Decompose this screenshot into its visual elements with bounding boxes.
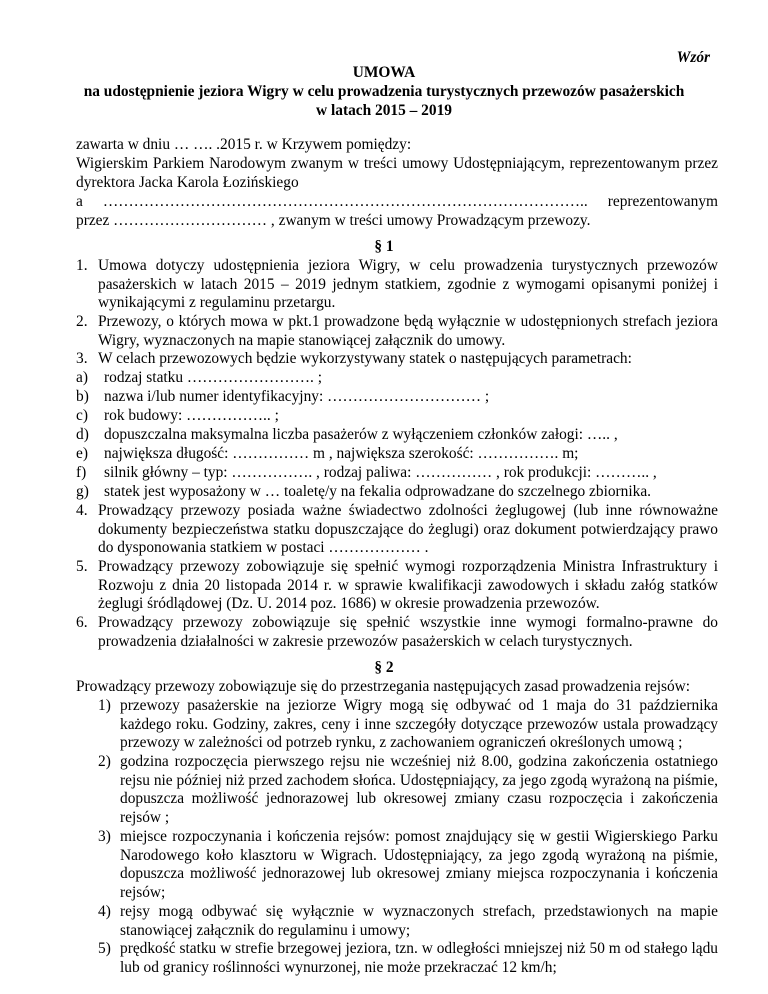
doc-subtitle: na udostępnienie jeziora Wigry w celu prowadzenia turystycznych przewozów pasażerskich	[83, 83, 685, 100]
point-text: W celach przewozowych będzie wykorzystywany statek o następujących parametrach:	[98, 350, 632, 367]
param-letter: c)	[76, 407, 88, 424]
item-text: prędkość statku w strefie brzegowej jeziora, tzn. w odległości mniejszej niż 50 m od stałego lądu lub od granicy roślinności wynurzonej, nie może przekraczać 12 km/h;	[120, 940, 718, 976]
s1-point-6	[76, 614, 718, 651]
s1-point-3	[76, 350, 718, 369]
param-text: statek jest wyposażony w … toaletę/y na fekalia odprowadzane do szczelnego zbiornika.	[104, 483, 652, 500]
s2-item-3	[98, 828, 718, 902]
doc-subtitle-years: w latach 2015 – 2019	[316, 102, 452, 119]
item-number: 5)	[98, 940, 111, 957]
intro-party-1: Wigierskim Parkiem Narodowym zwanym w treści umowy Udostępniającym, reprezentowanym przez dyrektora Jacka Karola Łozińskiego	[76, 155, 718, 191]
template-label: Wzór	[676, 49, 710, 66]
s2-item-1	[98, 697, 718, 753]
param-e	[76, 445, 718, 464]
param-a	[76, 369, 718, 388]
item-number: 1)	[98, 697, 111, 714]
param-letter: g)	[76, 483, 89, 500]
param-letter: a)	[76, 369, 88, 386]
point-number: 6.	[76, 614, 88, 631]
point-number: 5.	[76, 558, 88, 575]
param-g	[76, 483, 718, 502]
param-letter: b)	[76, 388, 89, 405]
s1-point-4	[76, 502, 718, 558]
section-2-lead: Prowadzący przewozy zobowiązuje się do przestrzegania następujących zasad prowadzenia rejsów:	[76, 678, 691, 695]
point-text: Prowadzący przewozy zobowiązuje się spełnić wymogi rozporządzenia Ministra Infrastruktury i Rozwoju z dnia 20 listopada 2014 r. w sprawie kwalifikacji zawodowych i składu załóg statków żeglugi śródlądowej (Dz. U. 2014 poz. 1686) w okresie prowadzenia przewozów.	[98, 558, 718, 613]
param-b	[76, 388, 718, 407]
s2-item-4	[98, 903, 718, 940]
s2-item-2	[98, 753, 718, 827]
point-number: 4.	[76, 502, 88, 519]
s1-point-1	[76, 257, 718, 313]
item-text: rejsy mogą odbywać się wyłącznie w wyznaczonych strefach, przedstawionych na mapie stanowiącej załącznik do regulaminu i umowy;	[120, 903, 718, 939]
item-number: 4)	[98, 903, 111, 920]
section-1-heading: § 1	[374, 238, 394, 255]
param-text: rok budowy: …………….. ;	[104, 407, 279, 424]
section-2-heading: § 2	[374, 659, 394, 676]
item-text: godzina rozpoczęcia pierwszego rejsu nie wcześniej niż 8.00, godzina zakończenia ostatniego rejsu nie później niż przed zachodem słońca. Udostępniający, za jego zgodą wyrażoną na piśmie, dopuszcza możliwość jednorazowej lub okresowej zmiany czasu rozpoczęcia i zakończenia rejsów ;	[120, 753, 718, 826]
param-f	[76, 464, 718, 483]
doc-title: UMOWA	[352, 64, 416, 81]
param-text: dopuszczalna maksymalna liczba pasażerów z wyłączeniem członków załogi: ….. ,	[104, 426, 618, 443]
item-number: 3)	[98, 828, 111, 845]
point-text: Prowadzący przewozy zobowiązuje się spełnić wszystkie inne wymogi formalno-prawne do prowadzenia działalności w zakresie przewozów pasażerskich w celach turystycznych.	[98, 614, 718, 650]
item-text: miejsce rozpoczynania i kończenia rejsów: pomost znajdujący się w gestii Wigierskiego Parku Narodowego koło klasztoru w Wigrach. Udostępniający, za jego zgodą wyrażoną na piśmie, dopuszcza możliwość jednorazowej lub okresowej zmiany miejsca rozpoczynania i kończenia rejsów;	[120, 828, 718, 901]
param-c	[76, 407, 718, 426]
param-text: największa długość: …………… m , największa szerokość: ……………. m;	[104, 445, 579, 462]
s1-point-2	[76, 313, 718, 350]
item-text: przewozy pasażerskie na jeziorze Wigry mogą się odbywać od 1 maja do 31 października każdego roku. Godziny, zakres, ceny i inne szczegóły dotyczące przewozów ustala prowadzący przewozy w zależności od potrzeb rynku, z zachowaniem ograniczeń określonych umową ;	[120, 697, 718, 752]
intro-date-line: zawarta w dniu … …. .2015 r. w Krzywem pomiędzy:	[76, 136, 412, 153]
param-letter: f)	[76, 464, 87, 481]
point-text: Prowadzący przewozy posiada ważne świadectwo zdolności żeglugowej (lub inne równoważne dokumenty bezpieczeństwa statku dopuszczające do żeglugi) oraz dokument potwierdzający prawo do dysponowania statkiem w postaci ……………… .	[98, 502, 718, 557]
point-number: 2.	[76, 313, 88, 330]
param-text: silnik główny – typ: ……………. , rodzaj paliwa: …………… , rok produkcji: ……….. ,	[104, 464, 657, 481]
intro-party-2: a ………………………………………………………………………………….. reprezentowanym przez ………………………… , zwanym w treści umowy Prowadzącym przewozy.	[76, 193, 718, 229]
param-text: nazwa i/lub numer identyfikacyjny: ………………………… ;	[104, 388, 490, 405]
param-text: rodzaj statku ……………………. ;	[104, 369, 323, 386]
item-number: 2)	[98, 753, 111, 770]
s2-item-5	[98, 940, 718, 977]
point-text: Umowa dotyczy udostępnienia jeziora Wigry, w celu prowadzenia turystycznych przewozów pasażerskich w latach 2015 – 2019 jednym statkiem, zgodnie z wymogami opisanymi poniżej i wynikającymi z regulaminu przetargu.	[98, 257, 718, 312]
param-d	[76, 426, 718, 445]
param-letter: e)	[76, 445, 88, 462]
param-letter: d)	[76, 426, 89, 443]
point-number: 3.	[76, 350, 88, 367]
point-text: Przewozy, o których mowa w pkt.1 prowadzone będą wyłącznie w udostępnionych strefach jeziora Wigry, wyznaczonych na mapie stanowiącej załącznik do umowy.	[98, 313, 718, 349]
s1-point-5	[76, 558, 718, 614]
point-number: 1.	[76, 257, 88, 274]
